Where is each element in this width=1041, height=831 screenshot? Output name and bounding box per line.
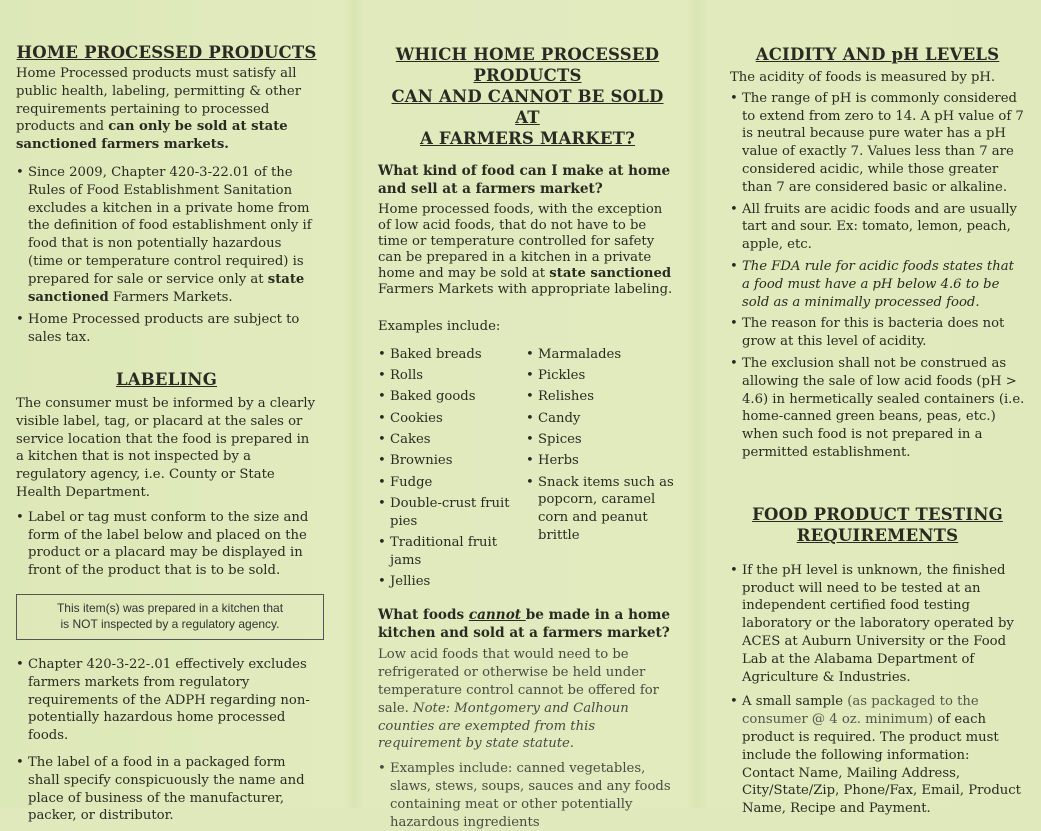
list-item: • Chapter 420-3-22-.01 effectively excludes farmers markets from regulatory requirements of the ADPH regarding non-potentially hazardous home processed foods. — [16, 656, 317, 745]
list-item: • A small sample (as packaged to the consumer @ 4 oz. minimum) of each product is required. The product must include the following information: Contact Name, Mailing Address, City/State/Zip, Phone/Fax, Email, Product Name, Recipe and Payment. — [730, 693, 1025, 818]
example-item: • Cookies — [378, 410, 526, 428]
list-item: • Examples include: canned vegetables, slaws, stews, soups, sauces and any foods containing meat or other potentially hazardous ingredients — [378, 760, 677, 831]
example-item: • Snack items such as popcorn, caramel corn and peanut brittle — [526, 474, 674, 545]
example-item: • Marmalades — [526, 346, 674, 364]
example-item: • Baked breads — [378, 346, 526, 364]
examples-left-list — [378, 346, 526, 595]
home-processed-list — [16, 164, 317, 347]
example-item: • Herbs — [526, 452, 674, 470]
examples-right-list — [526, 346, 674, 595]
example-item: • Rolls — [378, 367, 526, 385]
list-item: • The exclusion shall not be construed as allowing the sale of low acid foods (pH > 4.6) in hermetically sealed containers (i.e. home-canned green beans, peas, etc.) when such food is not prepared in a permitted establishment. — [730, 355, 1025, 462]
example-item: • Cakes — [378, 431, 526, 449]
sample-label-line-2: is NOT inspected by a regulatory agency. — [60, 616, 280, 631]
home-processed-intro: Home Processed products must satisfy all public health, labeling, permitting & other requirements pertaining to processed products and can only be sold at state sanctioned farmers markets. — [16, 66, 302, 153]
list-item: • Home Processed products are subject to sales tax. — [16, 311, 317, 347]
labeling-heading: LABELING — [115, 369, 218, 389]
column-acidity — [704, 0, 1041, 817]
examples-columns — [378, 346, 677, 595]
example-item: • Double-crust fruit pies — [378, 495, 526, 531]
acidity-intro: The acidity of foods is measured by pH. — [730, 70, 996, 85]
list-item: • If the pH level is unknown, the finished product will need to be tested at an independent certified food testing laboratory or the laboratory operated by ACES at Auburn University or the Food Lab at the Alabama Department of Agriculture & Industries. — [730, 562, 1025, 687]
testing-heading: FOOD PRODUCT TESTING REQUIREMENTS — [752, 504, 1003, 545]
testing-list — [730, 562, 1025, 818]
example-item: • Jellies — [378, 573, 526, 591]
answer-can-make: Home processed foods, with the exception of low acid foods, that do not have to be time or temperature controlled for safety can be prepared in a kitchen in a private home and may be sold at state sanctioned Farmers Markets with appropriate labeling. — [378, 202, 673, 297]
example-item: • Pickles — [526, 367, 674, 385]
cannot-examples-list — [378, 760, 677, 831]
example-item: • Traditional fruit jams — [378, 534, 526, 570]
sample-label-line-1: This item(s) was prepared in a kitchen that — [56, 600, 284, 615]
example-item: • Spices — [526, 431, 674, 449]
column-home-processed — [0, 0, 345, 824]
sample-label-box — [16, 594, 324, 640]
examples-label: Examples include: — [378, 319, 501, 334]
example-item: • Candy — [526, 410, 674, 428]
list-item: • The range of pH is commonly considered to extend from zero to 14. A pH value of 7 is neutral because pure water has a pH value of exactly 7. Values less than 7 are considered acidic, while those greater than 7 are considered basic or alkaline. — [730, 90, 1025, 197]
list-item: • Label or tag must conform to the size and form of the label below and placed on the product or a placard may be displayed in front of the product that is to be sold. — [16, 509, 317, 580]
list-item: • The FDA rule for acidic foods states that a food must have a pH below 4.6 to be sold as a minimally processed food. — [730, 258, 1025, 311]
list-item: • All fruits are acidic foods and are usually tart and sour. Ex: tomato, lemon, peach, apple, etc. — [730, 201, 1025, 254]
example-item: • Fudge — [378, 474, 526, 492]
home-processed-heading: HOME PROCESSED PRODUCTS — [16, 43, 317, 62]
labeling-list-1 — [16, 509, 317, 580]
column-sold-at-market — [352, 0, 697, 830]
list-item: • The reason for this is bacteria does not grow at this level of acidity. — [730, 315, 1025, 351]
acidity-heading: ACIDITY AND pH LEVELS — [755, 45, 1000, 64]
question-can-make: What kind of food can I make at home and sell at a farmers market? — [378, 163, 671, 197]
example-item: • Brownies — [378, 452, 526, 470]
example-item: • Baked goods — [378, 388, 526, 406]
list-item: • Since 2009, Chapter 420-3-22.01 of the Rules of Food Establishment Sanitation excludes a kitchen in a private home from the definition of food establishment only if food that is non potentially hazardous (time or temperature control required) is prepared for sale or service only at state sanctioned Farmers Markets. — [16, 164, 317, 306]
answer-cannot-make: Low acid foods that would need to be refrigerated or otherwise be held under temperature control cannot be offered for sale. Note: Montgomery and Calhoun counties are exempted from this requirement by state statute. — [378, 647, 659, 752]
acidity-list — [730, 90, 1025, 462]
example-item: • Relishes — [526, 388, 674, 406]
labeling-intro: The consumer must be informed by a clearly visible label, tag, or placard at the sales or service location that the food is prepared in a kitchen that is not inspected by a regulatory agency, i.e. County or State Health Department. — [16, 395, 316, 500]
market-heading: WHICH HOME PROCESSED PRODUCTS CAN AND CANNOT BE SOLD AT A FARMERS MARKET? — [391, 45, 664, 148]
question-cannot-make: What foods cannot be made in a home kitchen and sold at a farmers market? — [378, 607, 671, 642]
labeling-list-2 — [16, 656, 317, 825]
list-item: • The label of a food in a packaged form shall specify conspicuously the name and place of business of the manufacturer, packer, or distributor. — [16, 754, 317, 825]
